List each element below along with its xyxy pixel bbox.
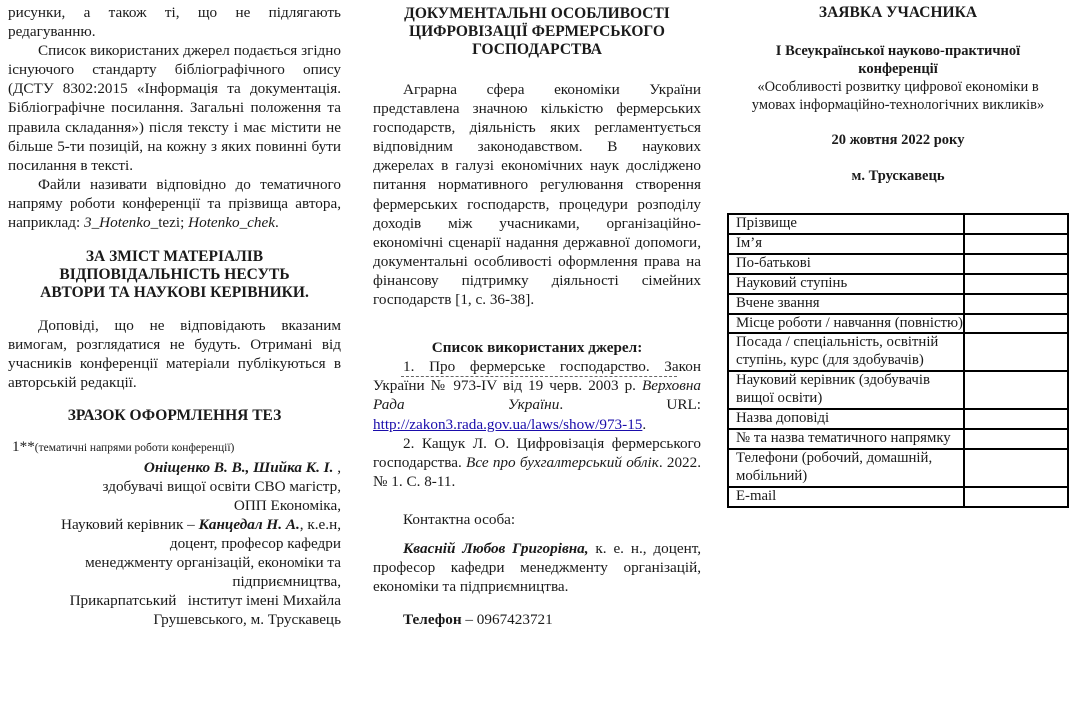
form-row xyxy=(728,429,1068,449)
form-row xyxy=(728,371,1068,409)
form-row xyxy=(728,254,1068,274)
form-field-value[interactable] xyxy=(964,409,1068,429)
form-field-label: Науковий ступінь xyxy=(728,274,964,294)
sample-number-line: 1**(тематичні напрями роботи конференції) xyxy=(12,437,235,455)
form-field-value[interactable] xyxy=(964,449,1068,487)
form-field-value[interactable] xyxy=(964,214,1068,234)
form-row xyxy=(728,294,1068,314)
form-field-label: По-батькові xyxy=(728,254,964,274)
form-field-value[interactable] xyxy=(964,333,1068,371)
sample-line: Прикарпатський інститут імені Михайла xyxy=(69,592,341,610)
conference-date: 20 жовтня 2022 року xyxy=(831,132,965,148)
paragraph-continuation: рисунки, а також ті, що не підлягають редагуванню. xyxy=(8,4,341,41)
reference-item-1: 1. Про фермерське господарство. Закон України № 973-IV від 19 черв. 2003 р. Верховна Рада України. URL: http://zakon3.rada.gov.ua/laws/show/973-15. xyxy=(373,358,701,433)
sample-authors: Оніщенко В. В., Шийка К. І. , xyxy=(143,458,341,476)
contact-person: Квасній Любов Григорівна, к. е. н., доцент, професор кафедри менеджменту організацій, економіки та підприємництва. xyxy=(373,539,701,596)
sample-line: ОПП Економіка, xyxy=(233,496,341,514)
form-field-label: Місце роботи / навчання (повністю) xyxy=(728,314,964,334)
form-field-value[interactable] xyxy=(964,274,1068,294)
form-row xyxy=(728,214,1068,234)
sample-line: здобувачі вищої освіти СВО магістр, xyxy=(102,477,341,495)
form-row xyxy=(728,234,1068,254)
references-heading: Список використаних джерел: xyxy=(431,339,643,357)
column-guidelines xyxy=(8,0,341,629)
form-field-label: Прізвище xyxy=(728,214,964,234)
form-field-label: Телефони (робочий, домашній, мобільний) xyxy=(728,449,964,487)
dotted-separator xyxy=(401,376,677,377)
column-sample-article xyxy=(373,0,701,629)
sample-heading: ЗРАЗОК ОФОРМЛЕННЯ ТЕЗ xyxy=(67,406,282,424)
form-title: ЗАЯВКА УЧАСНИКА xyxy=(818,4,978,21)
sample-line: доцент, професор кафедри xyxy=(169,534,341,552)
form-field-label: № та назва тематичного напрямку xyxy=(728,429,964,449)
contact-label: Контактна особа: xyxy=(403,510,516,528)
form-field-value[interactable] xyxy=(964,314,1068,334)
form-field-label: Науковий керівник (здобувачів вищої освіти) xyxy=(728,371,964,409)
form-field-value[interactable] xyxy=(964,487,1068,507)
article-title: ДОКУМЕНТАЛЬНІ ОСОБЛИВОСТІ ЦИФРОВІЗАЦІЇ ФЕРМЕРСЬКОГО ГОСПОДАРСТВА xyxy=(404,5,670,58)
sample-supervisor: Науковий керівник – Канцедал Н. А., к.е.н, xyxy=(61,515,341,533)
paragraph-requirements: Доповіді, що не відповідають вказаним вимогам, розглядатися не будуть. Отримані від учасників конференції матеріали публікуються в авторській редакції. xyxy=(8,317,341,392)
responsibility-heading: ЗА ЗМІСТ МАТЕРІАЛІВ ВІДПОВІДАЛЬНІСТЬ НЕСУТЬ АВТОРИ ТА НАУКОВІ КЕРІВНИКИ. xyxy=(40,248,309,302)
form-field-label: Посада / спеціальність, освітній ступінь, курс (для здобувачів) xyxy=(728,333,964,371)
form-field-label: Вчене звання xyxy=(728,294,964,314)
application-form-table xyxy=(727,213,1069,508)
form-field-label: E-mail xyxy=(728,487,964,507)
form-row xyxy=(728,274,1068,294)
sample-line: підприємництва, xyxy=(232,573,341,591)
sample-block xyxy=(8,437,341,630)
reference-item-2: 2. Кащук Л. О. Цифровізація фермерського господарства. Все про бухгалтерський облік. 2022. № 1. С. 8-11. xyxy=(373,434,702,490)
form-field-value[interactable] xyxy=(964,429,1068,449)
contact-phone: Телефон – 0967423721 xyxy=(403,611,553,629)
form-field-value[interactable] xyxy=(964,294,1068,314)
sample-line: Грушевського, м. Трускавець xyxy=(153,611,341,629)
paragraph-sources-requirements: Список використаних джерел подається згідно існуючого стандарту бібліографічного опису (ДСТУ 8302:2015 «Інформація та документація. Бібліографічне посилання. Загальні положення та правила складання») після тексту і має містити не більше 5-ти позицій, на кожну з яких повинні бути посилання в тексті. xyxy=(8,42,341,174)
paragraph-file-naming: Файли називати відповідно до тематичного напряму роботи конференції та прізвища автора, наприклад: 3_Hotenko_tezi; Hotenko_chek. xyxy=(8,175,341,232)
article-body: Аграрна сфера економіки України представлена значною кількістю фермерських господарств, діяльність яких регламентується відповідним законодавством. В наукових джерелах в галузі економічних наук досліджено питання нормативного регулювання створення фермерських господарств, процедури розподілу доходів між учасниками, організаційно-економічні сценарії надання державної допомоги, документальні особливості оформлення права на фінансову підтримку діяльності сімейних господарств [1, с. 36-38]. xyxy=(373,81,701,309)
conference-info: І Всеукраїнської науково-практичної конференції «Особливості розвитку цифрової економіки в умовах інформаційно-технологічних викликів» xyxy=(727,42,1069,114)
form-field-value[interactable] xyxy=(964,371,1068,409)
sample-line: менеджменту організацій, економіки та xyxy=(85,554,341,572)
form-row xyxy=(728,487,1068,507)
conference-theme: «Особливості розвитку цифрової економіки в умовах інформаційно-технологічних викликів» xyxy=(751,79,1045,113)
form-field-label: Ім’я xyxy=(728,234,964,254)
form-field-value[interactable] xyxy=(964,234,1068,254)
form-row xyxy=(728,409,1068,429)
reference-url-link[interactable]: http://zakon3.rada.gov.ua/laws/show/973-15 xyxy=(373,415,643,433)
form-row xyxy=(728,314,1068,334)
conference-city: м. Трускавець xyxy=(851,168,945,184)
column-application-form xyxy=(727,0,1069,717)
form-row xyxy=(728,449,1068,487)
form-row xyxy=(728,333,1068,371)
form-field-label: Назва доповіді xyxy=(728,409,964,429)
form-field-value[interactable] xyxy=(964,254,1068,274)
